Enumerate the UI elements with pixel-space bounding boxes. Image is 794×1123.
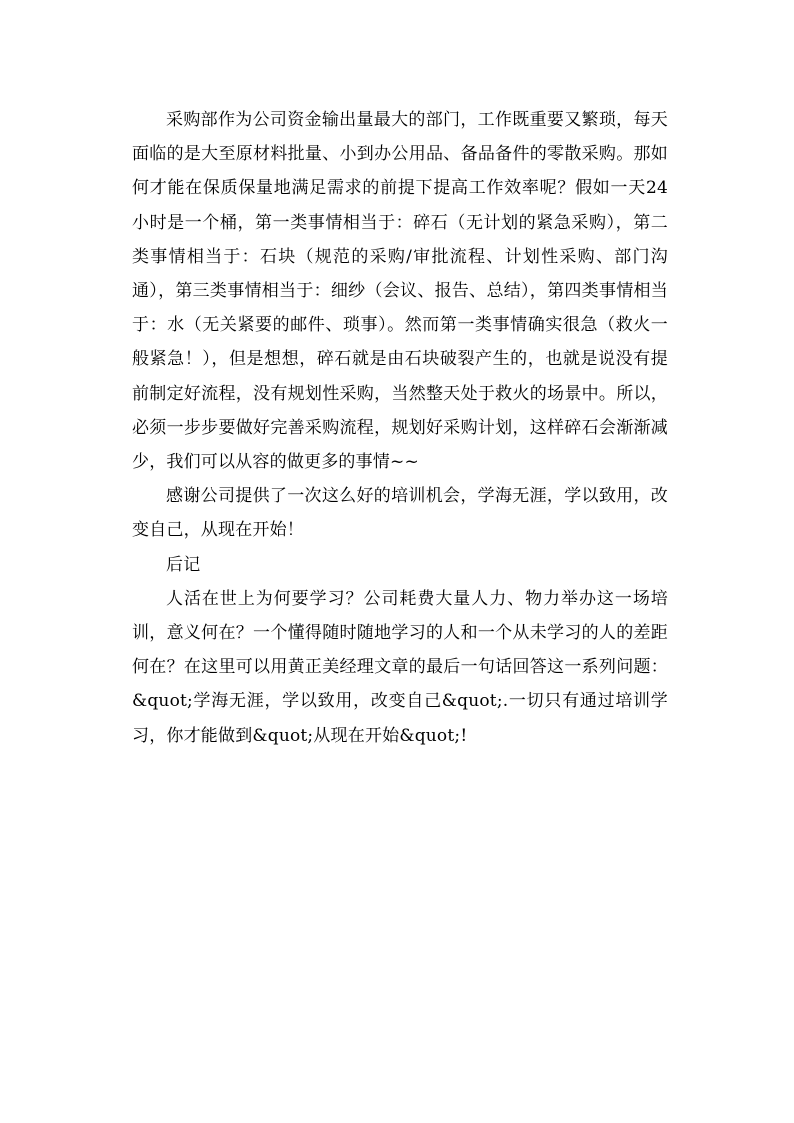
- paragraph-thanks: 感谢公司提供了一次这么好的培训机会，学海无涯，学以致用，改变自己，从现在开始！: [132, 486, 668, 541]
- paragraph-postscript: 人活在世上为何要学习？公司耗费大量人力、物力举办这一场培训，意义何在？一个懂得随时随地学习的人和一个从未学习的人的差距何在？在这里可以用黄正美经理文章的最后一句话回答这一系列问题：&quot;学海无涯，学以致用，改变自己&quot;.一切只有通过培训学习，你才能做到&quot;从现在开始&quot;!: [132, 588, 668, 746]
- document-body: [132, 103, 668, 753]
- paragraph-postscript-heading: 后记: [166, 554, 201, 575]
- paragraph-purchasing: 采购部作为公司资金输出量最大的部门，工作既重要又繁琐，每天面临的是大至原材料批量、小到办公用品、备品备件的零散采购。那如何才能在保质保量地满足需求的前提下提高工作效率呢？假如一天24小时是一个桶，第一类事情相当于：碎石（无计划的紧急采购），第二类事情相当于：石块（规范的采购/审批流程、计划性采购、部门沟通），第三类事情相当于：细纱（会议、报告、总结），第四类事情相当于：水（无关紧要的邮件、琐事）。然而第一类事情确实很急（救火一般紧急！），但是想想，碎石就是由石块破裂产生的，也就是说没有提前制定好流程，没有规划性采购，当然整天处于救火的场景中。所以，必须一步步要做好完善采购流程，规划好采购计划，这样碎石会渐渐减少，我们可以从容的做更多的事情~~: [132, 110, 668, 473]
